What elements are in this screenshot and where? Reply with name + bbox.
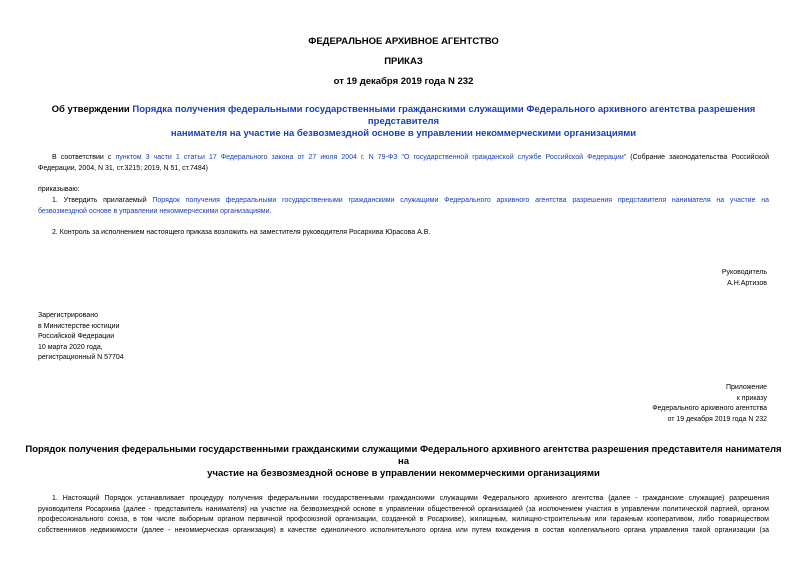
appendix-line: к приказу bbox=[736, 394, 767, 402]
title-prefix: Об утверждении bbox=[51, 104, 133, 115]
procedure-title-line1: Порядок получения федеральными государственными гражданскими служащими Федерального архивного агентства разрешения представителя нанимателя на bbox=[25, 444, 782, 467]
agency-name: ФЕДЕРАЛЬНОЕ АРХИВНОЕ АГЕНТСТВО bbox=[308, 36, 499, 47]
preamble-part1: В соответствии с bbox=[52, 154, 116, 161]
procedure-title bbox=[25, 444, 782, 480]
item-1-line2[interactable]: безвозмездной основе в управлении некоммерческими организациями. bbox=[38, 207, 272, 215]
registration-line: регистрационный N 57704 bbox=[38, 354, 124, 361]
procedure-p1-line: 1. Настоящий Порядок устанавливает процедуру получения федеральными государственными гражданскими служащими Федерального архивного агентства (далее - гражданские служащие) разрешения bbox=[52, 495, 769, 502]
appendix-line: Приложение bbox=[725, 384, 767, 391]
title-link-line1[interactable]: Порядка получения федеральными государственными гражданскими служащими Федерального архивного агентства разрешения представителя bbox=[132, 104, 756, 127]
item-1-part1: 1. Утвердить прилагаемый bbox=[52, 197, 153, 204]
procedure-p1-line: профессионального союза, в том числе выборным органом первичной профсоюзной организации, созданной в Росархиве), жилищным, жилищно-строительным или гаражным кооперативом, либо товариществом bbox=[38, 516, 769, 523]
document-title bbox=[30, 104, 777, 140]
signature-position: Руководитель bbox=[721, 269, 767, 276]
item-1-procedure-link[interactable]: Порядок получения федеральными государственными гражданскими служащими Федерального архивного агентства разрешения представителя нанимателя на участие на bbox=[152, 197, 769, 204]
preamble bbox=[38, 153, 769, 174]
item-1 bbox=[38, 196, 769, 217]
procedure-p1-line: руководителя Росархива (далее - представитель нанимателя) на участие на безвозмездной основе в управлении общественной организацией (за исключением участия в управлении политической партией, органом bbox=[38, 505, 769, 513]
document-type: ПРИКАЗ bbox=[384, 56, 423, 67]
item-1-line1 bbox=[38, 196, 769, 207]
appendix-block bbox=[652, 383, 767, 425]
order-word: приказываю: bbox=[38, 186, 80, 193]
appendix-line: от 19 декабря 2019 года N 232 bbox=[667, 415, 767, 423]
procedure-p1-line: собственников недвижимости (далее - некоммерческая организация) в качестве единоличного исполнительного органа или путем вхождения в состав коллегиального органа управления такой организации (за bbox=[38, 526, 769, 534]
registration-line: Российской Федерации bbox=[38, 333, 115, 340]
signature-name: А.Н.Артизов bbox=[727, 279, 767, 287]
registration-block bbox=[38, 311, 124, 364]
item-2: 2. Контроль за исполнением настоящего приказа возложить на заместителя руководителя Росархива Юрасова А.В. bbox=[52, 229, 431, 236]
registration-line: Зарегистрировано bbox=[38, 312, 98, 319]
appendix-line: Федерального архивного агентства bbox=[652, 405, 767, 412]
title-link-line2[interactable]: нанимателя на участие на безвозмездной основе в управлении некоммерческими организациями bbox=[170, 128, 637, 139]
procedure-title-line2: участие на безвозмездной основе в управлении некоммерческими организациями bbox=[207, 468, 600, 479]
preamble-law-link[interactable]: пунктом 3 части 1 статьи 17 Федерального закона от 27 июля 2004 г. N 79-ФЗ "О государственной гражданской службе Российской Федерации" bbox=[115, 154, 627, 161]
registration-line: 10 марта 2020 года, bbox=[38, 343, 103, 351]
signature-block bbox=[722, 268, 767, 289]
preamble-line2: Федерации, 2004, N 31, ст.3215; 2019, N 51, ст.7484) bbox=[38, 164, 208, 172]
registration-line: в Министерстве юстиции bbox=[38, 322, 120, 330]
preamble-part2: (Собрание законодательства Российской bbox=[626, 154, 770, 161]
procedure-paragraph-1 bbox=[38, 494, 769, 536]
preamble-line1 bbox=[38, 153, 769, 164]
document-date: от 19 декабря 2019 года N 232 bbox=[333, 76, 474, 87]
